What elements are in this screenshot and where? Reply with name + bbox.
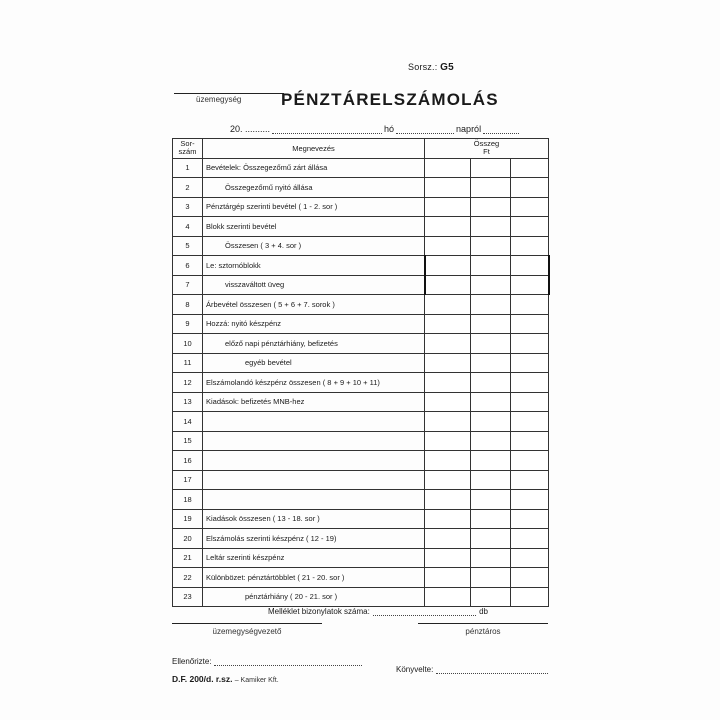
row-amount-cell-a[interactable] xyxy=(425,158,471,178)
row-amount-cell-b[interactable] xyxy=(471,509,511,529)
row-description: pénztárhiány ( 20 - 21. sor ) xyxy=(203,587,425,607)
row-amount-cell-a[interactable] xyxy=(425,490,471,510)
row-description: Hozzá: nyitó készpénz xyxy=(203,314,425,334)
row-amount-cell-a[interactable] xyxy=(425,334,471,354)
bookkeeper-blank xyxy=(436,664,548,674)
signature-unit-manager xyxy=(172,622,322,636)
date-day-blank xyxy=(396,124,454,134)
row-description xyxy=(203,451,425,471)
row-description xyxy=(203,431,425,451)
form-code-value: D.F. 200/d. r.sz. xyxy=(172,674,233,684)
row-amount-cell-a[interactable] xyxy=(425,178,471,198)
row-amount-cell-c[interactable] xyxy=(511,412,549,432)
row-amount-cell-b[interactable] xyxy=(471,217,511,237)
row-amount-cell-a[interactable] xyxy=(425,587,471,607)
unit-line xyxy=(174,92,284,94)
row-amount-cell-b[interactable] xyxy=(471,334,511,354)
date-day-label: napról xyxy=(456,124,482,134)
signature-unit-manager-line xyxy=(172,622,322,624)
row-amount-cell-a[interactable] xyxy=(425,568,471,588)
row-number: 23 xyxy=(173,587,203,607)
row-amount-cell-c[interactable] xyxy=(511,490,549,510)
row-number: 13 xyxy=(173,392,203,412)
row-number: 14 xyxy=(173,412,203,432)
table-row xyxy=(173,353,549,373)
row-amount-cell-c[interactable] xyxy=(511,178,549,198)
row-number: 5 xyxy=(173,236,203,256)
row-amount-cell-b[interactable] xyxy=(471,431,511,451)
row-amount-cell-a[interactable] xyxy=(425,431,471,451)
row-amount-cell-c[interactable] xyxy=(511,158,549,178)
row-description xyxy=(203,412,425,432)
row-amount-cell-b[interactable] xyxy=(471,392,511,412)
row-amount-cell-a[interactable] xyxy=(425,197,471,217)
table-row xyxy=(173,314,549,334)
row-description: Elszámolás szerinti készpénz ( 12 - 19) xyxy=(203,529,425,549)
row-number: 19 xyxy=(173,509,203,529)
date-row xyxy=(230,124,530,134)
row-number: 1 xyxy=(173,158,203,178)
unit-label: üzemegység xyxy=(196,95,242,104)
row-amount-cell-c[interactable] xyxy=(511,451,549,471)
row-description: Különbözet: pénztártöbblet ( 21 - 20. sor ) xyxy=(203,568,425,588)
row-amount-cell-c[interactable] xyxy=(511,217,549,237)
table-row xyxy=(173,373,549,393)
row-amount-cell-a[interactable] xyxy=(425,509,471,529)
table-row xyxy=(173,490,549,510)
row-amount-cell-c[interactable] xyxy=(511,295,549,315)
header-amount xyxy=(425,139,549,159)
table-row xyxy=(173,509,549,529)
row-amount-cell-c[interactable] xyxy=(511,197,549,217)
row-amount-cell-b[interactable] xyxy=(471,373,511,393)
row-amount-cell-b[interactable] xyxy=(471,256,511,276)
row-amount-cell-c[interactable] xyxy=(511,548,549,568)
row-description: Összesen ( 3 + 4. sor ) xyxy=(203,236,425,256)
publisher-name: – Kamiker Kft. xyxy=(234,677,279,684)
row-amount-cell-c[interactable] xyxy=(511,470,549,490)
row-description: előző napi pénztárhiány, befizetés xyxy=(203,334,425,354)
form-code xyxy=(172,674,362,684)
row-amount-cell-a[interactable] xyxy=(425,256,471,276)
row-number: 10 xyxy=(173,334,203,354)
row-amount-cell-b[interactable] xyxy=(471,451,511,471)
row-amount-cell-a[interactable] xyxy=(425,353,471,373)
table-row xyxy=(173,158,549,178)
row-amount-cell-c[interactable] xyxy=(511,587,549,607)
row-amount-cell-c[interactable] xyxy=(511,392,549,412)
row-amount-cell-a[interactable] xyxy=(425,548,471,568)
row-amount-cell-c[interactable] xyxy=(511,509,549,529)
date-month-label: hó xyxy=(384,124,395,134)
header-amount-line1: Összeg xyxy=(473,138,500,148)
table-row xyxy=(173,451,549,471)
row-amount-cell-c[interactable] xyxy=(511,314,549,334)
row-number: 9 xyxy=(173,314,203,334)
header-description: Megnevezés xyxy=(203,139,425,159)
bookkeeper-row xyxy=(396,664,548,674)
row-description xyxy=(203,470,425,490)
serial-value: G5 xyxy=(440,62,454,73)
row-number: 18 xyxy=(173,490,203,510)
row-amount-cell-a[interactable] xyxy=(425,314,471,334)
bookkeeper-label: Könyvelte: xyxy=(396,665,434,674)
row-number: 17 xyxy=(173,470,203,490)
row-description: visszaváltott üveg xyxy=(203,275,425,295)
row-amount-cell-c[interactable] xyxy=(511,529,549,549)
row-amount-cell-b[interactable] xyxy=(471,353,511,373)
row-amount-cell-b[interactable] xyxy=(471,314,511,334)
header-row-number xyxy=(173,139,203,159)
row-number: 3 xyxy=(173,197,203,217)
row-amount-cell-a[interactable] xyxy=(425,236,471,256)
row-number: 20 xyxy=(173,529,203,549)
row-description: Kiadások: befizetés MNB-hez xyxy=(203,392,425,412)
row-amount-cell-a[interactable] xyxy=(425,529,471,549)
row-description: Összegezőmű nyitó állása xyxy=(203,178,425,198)
row-number: 6 xyxy=(173,256,203,276)
table-row xyxy=(173,568,549,588)
row-description: egyéb bevétel xyxy=(203,353,425,373)
signature-cashier xyxy=(418,622,548,636)
row-description: Le: sztornóblokk xyxy=(203,256,425,276)
signature-cashier-line xyxy=(418,622,548,624)
row-amount-cell-a[interactable] xyxy=(425,295,471,315)
row-amount-cell-c[interactable] xyxy=(511,275,549,295)
row-description xyxy=(203,490,425,510)
page-title: PÉNZTÁRELSZÁMOLÁS xyxy=(281,90,499,109)
row-description: Bevételek: Összegezőmű zárt állása xyxy=(203,158,425,178)
table-row xyxy=(173,275,549,295)
row-amount-cell-a[interactable] xyxy=(425,217,471,237)
date-year: 20. .......... xyxy=(230,124,271,134)
row-amount-cell-b[interactable] xyxy=(471,295,511,315)
row-number: 8 xyxy=(173,295,203,315)
table-row xyxy=(173,236,549,256)
row-amount-cell-c[interactable] xyxy=(511,431,549,451)
row-amount-cell-a[interactable] xyxy=(425,275,471,295)
row-amount-cell-a[interactable] xyxy=(425,470,471,490)
row-amount-cell-b[interactable] xyxy=(471,412,511,432)
header-row-number-line1: Sor- xyxy=(180,138,195,148)
row-amount-cell-c[interactable] xyxy=(511,373,549,393)
table-row xyxy=(173,392,549,412)
date-month-blank xyxy=(272,124,382,134)
row-amount-cell-c[interactable] xyxy=(511,256,549,276)
serial-number xyxy=(408,62,454,73)
footer-left xyxy=(172,656,362,684)
row-number: 15 xyxy=(173,431,203,451)
row-amount-cell-b[interactable] xyxy=(471,470,511,490)
row-amount-cell-a[interactable] xyxy=(425,451,471,471)
row-description: Leltár szerinti készpénz xyxy=(203,548,425,568)
row-amount-cell-b[interactable] xyxy=(471,178,511,198)
row-amount-cell-c[interactable] xyxy=(511,353,549,373)
row-amount-cell-b[interactable] xyxy=(471,548,511,568)
table-row xyxy=(173,529,549,549)
checked-by-blank xyxy=(214,656,362,666)
cash-settlement-table xyxy=(172,138,550,607)
row-amount-cell-b[interactable] xyxy=(471,529,511,549)
row-number: 22 xyxy=(173,568,203,588)
row-amount-cell-c[interactable] xyxy=(511,236,549,256)
checked-by-row xyxy=(172,656,362,666)
row-number: 21 xyxy=(173,548,203,568)
table-body xyxy=(173,158,549,607)
row-amount-cell-b[interactable] xyxy=(471,275,511,295)
row-number: 12 xyxy=(173,373,203,393)
table-row xyxy=(173,256,549,276)
table-row xyxy=(173,470,549,490)
table-row xyxy=(173,217,549,237)
signature-unit-manager-label: üzemegységvezető xyxy=(212,627,282,636)
row-amount-cell-c[interactable] xyxy=(511,334,549,354)
attachments-unit: db xyxy=(479,607,488,616)
table-header-row xyxy=(173,139,549,159)
row-amount-cell-a[interactable] xyxy=(425,373,471,393)
table-row xyxy=(173,178,549,198)
row-number: 16 xyxy=(173,451,203,471)
row-number: 4 xyxy=(173,217,203,237)
table-row xyxy=(173,197,549,217)
row-description: Árbevétel összesen ( 5 + 6 + 7. sorok ) xyxy=(203,295,425,315)
attachments-line xyxy=(268,606,488,616)
signature-cashier-label: pénztáros xyxy=(465,627,501,636)
row-amount-cell-a[interactable] xyxy=(425,392,471,412)
row-amount-cell-b[interactable] xyxy=(471,587,511,607)
table-row xyxy=(173,548,549,568)
table-row xyxy=(173,412,549,432)
row-number: 11 xyxy=(173,353,203,373)
row-description: Kiadások összesen ( 13 - 18. sor ) xyxy=(203,509,425,529)
attachments-blank xyxy=(373,606,476,616)
row-number: 7 xyxy=(173,275,203,295)
row-amount-cell-b[interactable] xyxy=(471,236,511,256)
checked-by-label: Ellenőrizte: xyxy=(172,657,212,666)
row-amount-cell-b[interactable] xyxy=(471,158,511,178)
date-tail-blank xyxy=(483,124,519,134)
header-amount-line2: Ft xyxy=(483,147,490,157)
row-description: Elszámolandó készpénz összesen ( 8 + 9 + 10 + 11) xyxy=(203,373,425,393)
attachments-label: Melléklet bizonylatok száma: xyxy=(268,607,370,616)
row-amount-cell-c[interactable] xyxy=(511,568,549,588)
row-amount-cell-a[interactable] xyxy=(425,412,471,432)
row-amount-cell-b[interactable] xyxy=(471,490,511,510)
serial-label: Sorsz.: xyxy=(408,62,438,72)
table-row xyxy=(173,295,549,315)
row-amount-cell-b[interactable] xyxy=(471,197,511,217)
row-description: Blokk szerinti bevétel xyxy=(203,217,425,237)
header-row-number-line2: szám xyxy=(178,147,197,157)
table-row xyxy=(173,334,549,354)
row-amount-cell-b[interactable] xyxy=(471,568,511,588)
row-number: 2 xyxy=(173,178,203,198)
table-row xyxy=(173,587,549,607)
table-row xyxy=(173,431,549,451)
row-description: Pénztárgép szerinti bevétel ( 1 - 2. sor ) xyxy=(203,197,425,217)
